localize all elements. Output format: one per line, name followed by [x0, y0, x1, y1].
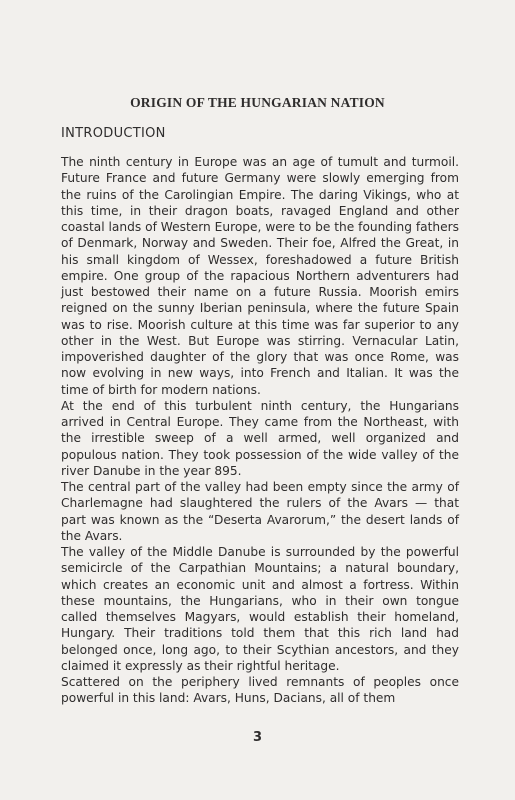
paragraph — [61, 479, 459, 544]
body-text — [61, 154, 459, 707]
paragraph — [61, 398, 459, 479]
section-heading: INTRODUCTION — [61, 126, 166, 141]
chapter-title: ORIGIN OF THE HUNGARIAN NATION — [130, 95, 385, 110]
paragraph-text: The ninth century in Europe was an age of tumult and turmoil. Future France and future Germany were slowly emerging from the ruins of the Carolingian Empire. The daring Vikings, who at this time, in their dragon boats, ravaged England and other coastal lands of Western Europe, were to be the founding fathers of Denmark, Norway and Sweden. Their foe, Alfred the Great, in his small kingdom of Wessex, foreshadowed a future British empire. One group of the rapacious Northern adventurers had just bestowed their name on a future Russia. Moorish emirs reigned on the sunny Iberian peninsula, where the future Spain was to rise. Moorish culture at this time was far superior to any other in the West. But Europe was stirring. Vernacular Latin, impoverished daughter of the glory that was once Rome, was now evolving in new ways, into French and Italian. It was the time of birth for modern nations. — [61, 155, 459, 397]
paragraph-text: The valley of the Middle Danube is surrounded by the powerful semicircle of the Carpathian Mountains; a natural boundary, which creates an economic unit and almost a fortress. Within these mountains, the Hungarians, who in their own tongue called themselves Magyars, would establish their homeland, Hungary. Their traditions told them that this rich land had belonged once, long ago, to their Scythian ancestors, and they claimed it expressly as their rightful heritage. — [61, 545, 459, 673]
paragraph — [61, 674, 459, 707]
paragraph-text: Scattered on the periphery lived remnants of peoples once powerful in this land: Avars, Huns, Dacians, all of them — [61, 675, 459, 706]
paragraph-text: The central part of the valley had been empty since the army of Charlemagne had slaughtered the rulers of the Avars — that part was known as the “Deserta Avarorum,” the desert lands of the Avars. — [61, 480, 459, 543]
paragraph — [61, 544, 459, 674]
paragraph — [61, 154, 459, 398]
page-number: 3 — [252, 730, 263, 745]
paragraph-text: At the end of this turbulent ninth century, the Hungarians arrived in Central Europe. They came from the Northeast, with the irrestible sweep of a well armed, well organized and populous nation. They took possession of the wide valley of the river Danube in the year 895. — [61, 398, 459, 478]
